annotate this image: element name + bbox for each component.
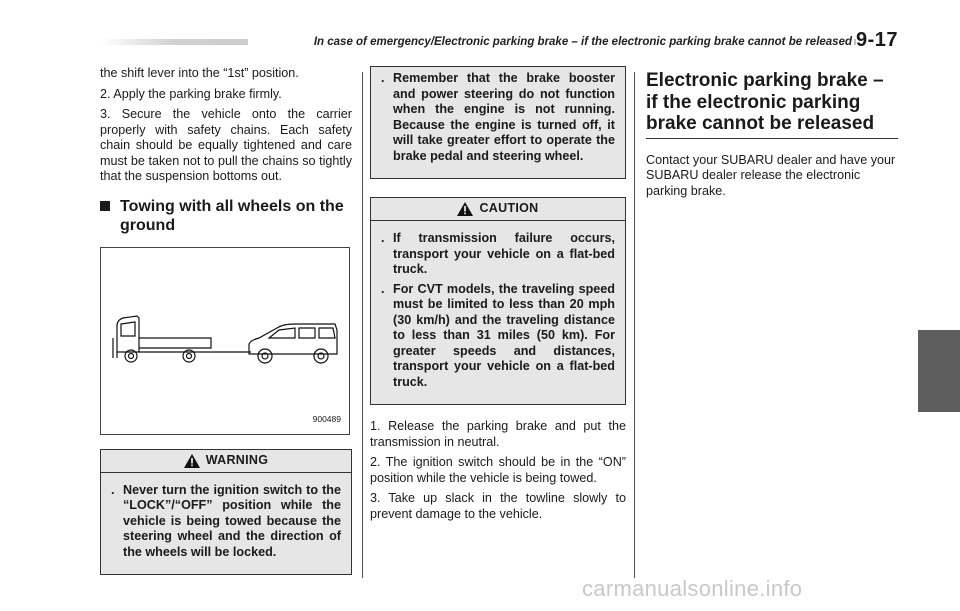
page-number: 9-17 <box>856 29 899 51</box>
column-divider <box>362 72 363 578</box>
paragraph: the shift lever into the “1st” position. <box>100 66 299 80</box>
paragraph: Contact your SUBARU dealer and have your SUBARU dealer release the electronic parking brake. <box>646 152 896 198</box>
caution-label-box: CAUTION <box>370 197 626 221</box>
column-divider <box>634 72 635 578</box>
watermark: carmanualsonline.info <box>582 576 803 601</box>
section-heading: Towing with all wheels on the ground <box>100 197 352 235</box>
caution-item: . If transmission failure occurs, transport your vehicle on a flat-bed truck. <box>381 231 615 276</box>
note-item: . Remember that the brake booster and power steering do not function when the engine is not running. Because the engine is turned off, it will take greater effort to operate the brake pedal and steering wheel. <box>381 71 615 163</box>
warning-triangle-icon <box>184 454 200 468</box>
running-header: In case of emergency/Electronic parking brake – if the electronic parking brake cannot be released <box>248 36 854 48</box>
warning-item: . Never turn the ignition switch to the “LOCK”/“OFF” position while the vehicle is being towed because the steering wheel and the direction of the wheels will be locked. <box>111 482 341 559</box>
chapter-tab <box>918 330 960 412</box>
caution-box <box>370 221 626 405</box>
note-box <box>370 66 626 179</box>
warning-triangle-icon <box>457 202 473 216</box>
step-2: 2. The ignition switch should be in the “ON” position while the vehicle is being towed. <box>370 455 626 485</box>
section-bullet-icon <box>100 201 110 211</box>
tow-truck-illustration <box>109 308 339 378</box>
warning-label-box: WARNING <box>100 449 352 473</box>
column-2 <box>370 66 626 527</box>
warning-box <box>100 473 352 576</box>
step-3: 3. Secure the vehicle onto the carrier properly with safety chains. Each safety chain should be equally tightened and care must be taken not to pull the chains so tightly that the suspension bottoms out. <box>100 107 352 183</box>
section-title: Electronic parking brake – if the electronic parking brake cannot be released <box>646 70 898 139</box>
column-1 <box>100 66 352 575</box>
column-3 <box>646 66 898 204</box>
figure-id: 900489 <box>312 414 341 424</box>
step-1: 1. Release the parking brake and put the transmission in neutral. <box>370 419 626 449</box>
tow-figure <box>100 247 350 435</box>
step-2: 2. Apply the parking brake firmly. <box>100 86 282 101</box>
caution-item: . For CVT models, the traveling speed must be limited to less than 20 mph (30 km/h) and the traveling distance to less than 31 miles (50 km). For greater speeds and distances, transport your vehicle on a flat-bed truck. <box>381 281 615 389</box>
step-3: 3. Take up slack in the towline slowly to prevent damage to the vehicle. <box>370 491 626 521</box>
